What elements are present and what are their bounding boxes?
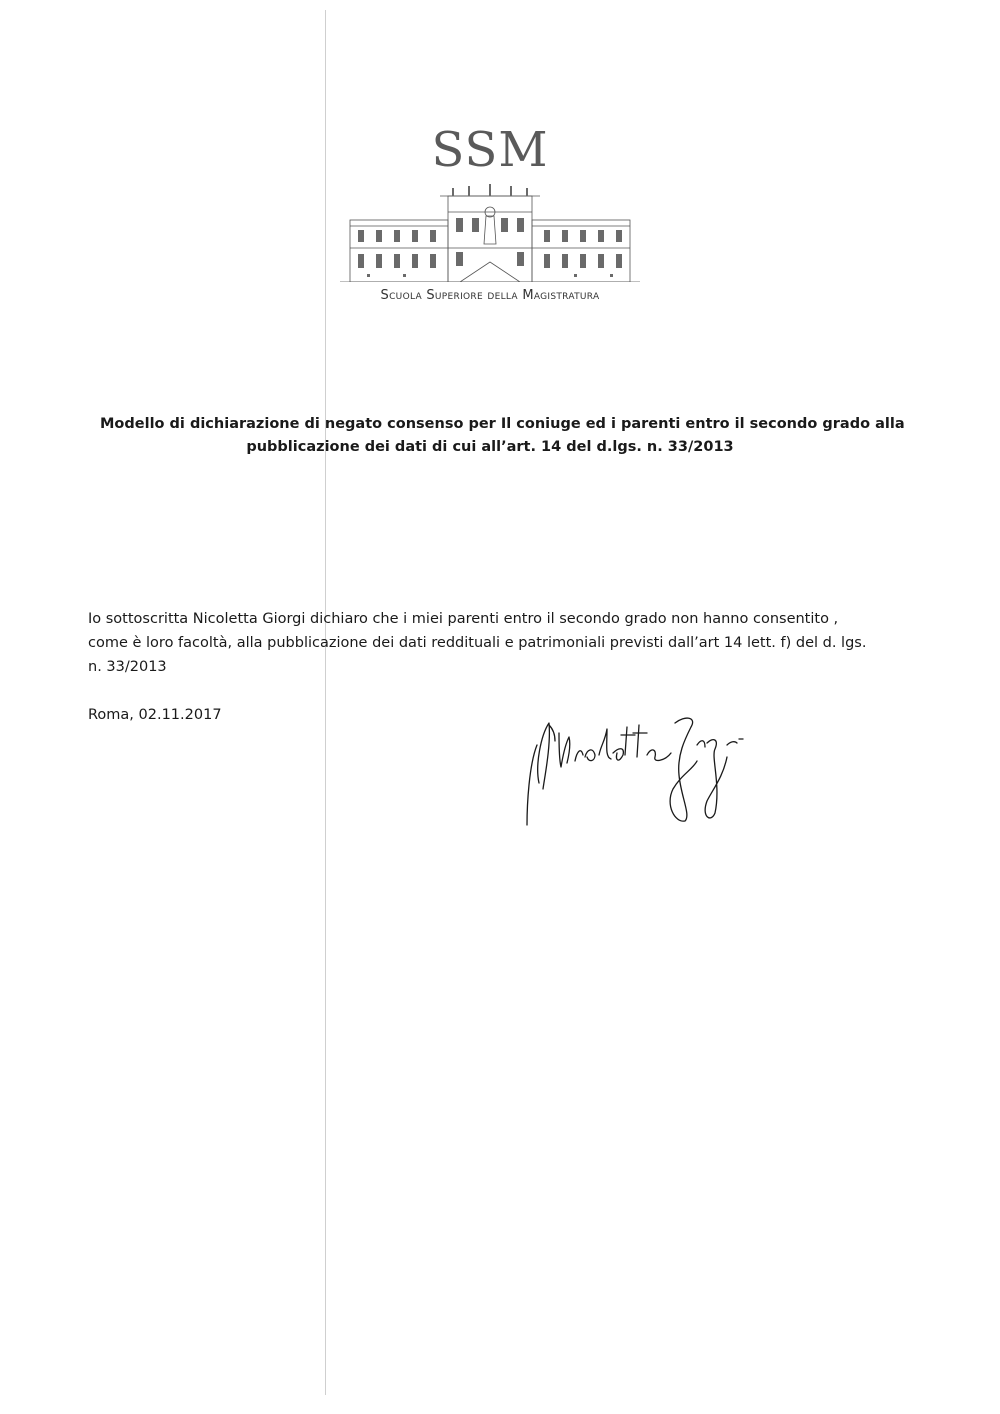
title-line-2: pubblicazione dei dati di cui all’art. 14 del d.lgs. n. 33/2013 [246,439,734,455]
title-line-1: Modello di dichiarazione di negato consenso per Il coniuge ed i parenti entro il secondo grado alla [100,416,905,432]
institution-name: Scuola Superiore della Magistratura [380,288,600,303]
place-and-date: Roma, 02.11.2017 [88,707,222,723]
scan-fold-line [325,10,326,1395]
declaration-paragraph [88,607,918,679]
palace-illustration [340,182,640,282]
paragraph-line-3: n. 33/2013 [88,659,167,675]
handwritten-signature [515,705,745,835]
ssm-logo [340,120,640,310]
paragraph-line-1: Io sottoscritta Nicoletta Giorgi dichiaro che i miei parenti entro il secondo grado non hanno consentito , [88,611,839,627]
logo-mark: SSM [431,122,549,178]
paragraph-line-2: come è loro facoltà, alla pubblicazione dei dati reddituali e patrimoniali previsti dall’art 14 lett. f) del d. lgs. [88,635,867,651]
document-title [100,413,905,459]
